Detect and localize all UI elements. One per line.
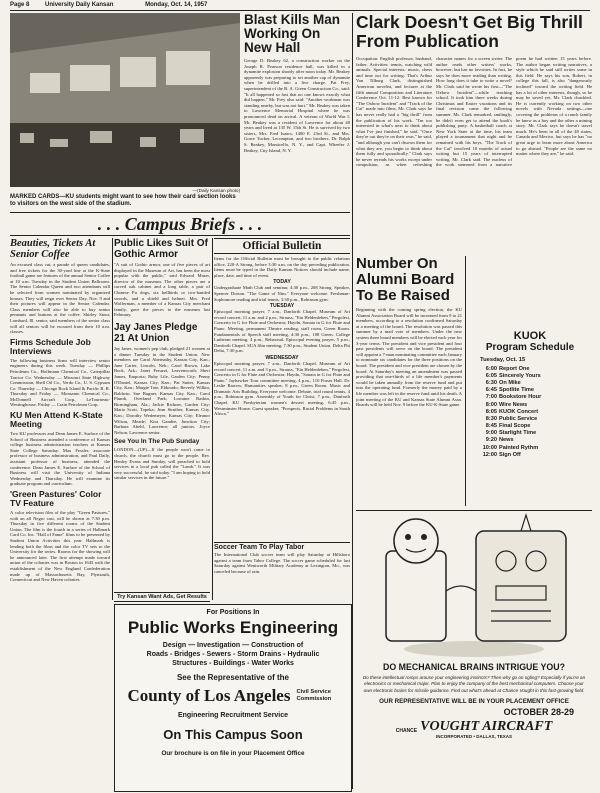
kuok-program-show: Public Service: [499, 415, 538, 422]
soccer-headline: Soccer Team To Play Tabor: [214, 544, 305, 551]
pastures-headline: 'Green Pastures' Color TV Feature: [10, 489, 102, 508]
clark-headline: Clark Doesn't Get Big Thrill From Publication: [356, 12, 583, 51]
kuok-program-row: [468, 444, 592, 451]
alumni-body: Beginning with the coming spring election, the KU Alumni Association Board will be increased from 9 to 21 members, according to a resolution confirmed Saturday at a meeting of the board. The resolution was passed this summer by a mail vote of members. Under the new system three board members will be elected each year for 3-year terms. The president and vice president and four past presidents will serve on the board. The president will appoint a 7-man nominating committee each January to nominate six candidates for the three positions on the board. The president and vice president are chosen by the board. At Saturday's meeting an amendment was passed providing that one-thirds of a life member's payments would be taken annually from the reserve fund and put into the operating fund. Formerly the money paid by a life member was left in the reserve fund until his death. A joint meeting of the KU and Kansas State Alumni Assn. Boards will be held Nov. 9 before the KU-K-State game.: [356, 307, 462, 408]
column-rule: [352, 13, 353, 789]
vought-dates: OCTOBER 28-29: [503, 706, 574, 717]
vought-logo: [356, 719, 592, 734]
kuok-program-show: Starlight Time: [499, 430, 537, 437]
vought-ad: [356, 662, 592, 790]
kuok-program-row: [468, 423, 592, 430]
kumen-body: Two KU professors and Dean James E. Surface of the School of Business attended a conference of Kansas college business administration teachers at Kansas State College Saturday. Max Fessler, associate professor of business administration, and Paul Daily, assistant professor of business, attended the conference. Dean James E. Surface of the School of Business will visit the University of Indiana Wednesday and Thursday. He will examine its graduate program and curriculum.: [10, 431, 110, 487]
kuok-program-row: [468, 365, 592, 372]
kuok-program-time: 9:00: [485, 430, 497, 437]
la-ad-dept: Engineering Recruitment Service: [177, 712, 289, 719]
kuok-subtitle: Program Schedule: [485, 342, 575, 353]
briefs-middle-column: [114, 238, 210, 590]
jay-headline: Jay Janes Pledge 21 At Union: [114, 321, 198, 344]
bulletin-today-label: TODAY: [273, 279, 291, 286]
la-ad-rep: See the Representative of the: [176, 673, 290, 682]
firms-headline: Firms Schedule Job Interviews: [10, 336, 91, 356]
clark-story: [356, 13, 592, 51]
alumni-story: [356, 256, 462, 504]
campus-briefs-title: . . . Campus Briefs . . .: [97, 214, 263, 234]
kuok-program-show: Wire News: [499, 401, 528, 408]
kuok-program-time: 9:20: [485, 437, 497, 444]
gothic-body: "A suit of Gothic armor, one of five pieces of art displayed in the Museum of Art, has been the most popular with the public," said Edward Maser, director of the museum. The other pieces are a carved oak cabinet and a long table, a pair of Chinese Fu dogs, six hellbirds or two-handed swords, and a shield and helmet. Mrs. Fred Wolferman, a member of a Kansas City merchant family, gave the pieces to the museum last February.: [114, 262, 210, 318]
kuok-program-show: Bookstore Hour: [499, 394, 542, 401]
la-ad-top: For Positions In: [206, 609, 260, 616]
kuok-program-row: [468, 430, 592, 437]
mechanical-brain-cartoon: [356, 511, 592, 661]
kuok-program-show: News: [499, 437, 514, 444]
la-ad-civil: Civil Service Commission: [296, 689, 332, 702]
bulletin-tuesday-label: TUESDAY: [269, 303, 295, 310]
bulletin-wednesday-label: WEDNESDAY: [265, 354, 299, 361]
photo-caption: MARKED CARDS—KU students might want to see how their card section looks to visitors on the west side of the stadium.: [10, 194, 236, 207]
vought-body: Do these intellectual romps arouse your engineering instincts? Then why go on ogling? Especially if you're an electronics or mechanical major. Plan to enjoy the company of the best mechanical computers. Choose your own electronic brains for missile guidance. Find out what's ahead at Chance Vought in this fast-growing field.: [362, 675, 586, 693]
kuok-program-time: 6:05: [485, 372, 497, 379]
kuok-program-time: 12:00: [482, 451, 497, 458]
vought-brand-sub: INCORPORATED • DALLAS, TEXAS: [436, 733, 512, 739]
la-ad-title: Public Works Engineering: [127, 618, 339, 637]
firms-body: The following business firms will interview senior engineers during this week. Tuesday — Phillips Petroleum Co., Hoffmann Chemical Co., Caterpillar Tractor Co. Wednesday — Missouri State Highway Commission, Shell Oil Co., Verdo Co., U. S. Gypsum Co. Thursday — Chicago Rock Island & Pacific R. R. Thursday and Friday — Monsanto Chemical Co., McDonnell Aircraft Corp., LeTourneau-Westinghouse. Friday — Crain Petroleum Corp.: [10, 357, 110, 408]
la-ad-campus: On This Campus Soon: [163, 727, 303, 742]
gothic-headline: Public Likes Suit Of Gothic Armor: [114, 238, 208, 260]
kuok-program-row: [468, 379, 592, 386]
photo-credit: —(Daily Kansan photo): [192, 188, 240, 193]
kuok-program-time: 7:00: [485, 394, 497, 401]
vought-rep: OUR REPRESENTATIVE WILL BE IN YOUR PLACEMENT OFFICE: [379, 697, 569, 705]
kuok-program-time: 8:05: [485, 408, 497, 415]
kuok-program-show: Spotlite Time: [499, 387, 535, 394]
kuok-program-row: [468, 408, 592, 415]
pastures-body: A color television film of the play "Green Pastures," with an all Negro cast, will be shown at 7:30 p.m. Thursday in five different rooms of the Student Union. The film is the fourth in a series of Hallmark Card Co. Inc. "Hall of Fame" films to be presented by Student Union Activities this year. Hallmark is lending both the films and the color TV sets to the University for the series. Rooms for the showing will be announced later. The first attempt made toward union of the colonies was in Boston in 1643 with the establishment of the New England Confederation made up of Massachusetts Bay, Plymouth, Connecticut and New Haven colonies.: [10, 510, 110, 583]
column-rule: [212, 238, 213, 600]
kuok-program-row: [468, 415, 592, 422]
cartoon-illustration: [356, 510, 592, 661]
kuok-program-row: [468, 387, 592, 394]
column-rule: [112, 238, 113, 600]
pub-body: LONDON—(UP)—If the people won't come to church, the church must go to the people. Rev. Henley Evans and Sunday, will preached to hold services in a local pub called the "Lamb." It was very successful, he said today. "I am hoping to hold similar services in the future.": [114, 447, 210, 481]
la-ad-county-row: [115, 686, 351, 706]
vought-brand-top: CHANCE: [395, 727, 418, 734]
bulletin-wednesday: Episcopal morning prayer, 7 a.m., Danforth Chapel. Museum of Art record concert, 11 a.m. and 3 p.m., Strauss, "Ein Heldenleben," Pergolesi, Concerto in G for Flute and Orchestra; Haydn, "Sonata in G for Flute and Piano." Jayhawker Tour committee meeting, 4 p.m., 110 Fraser Hall. Dr. Leslie Barrow, Humanities speaker, 8 p.m., Green Room. Music and Dramatic Arts Building. Everyone welcome. Debate, trial round tennis, 4 p.m., Robinson gym. Assembly of Youth for Christ, 7 p.m., Danforth Chapel. KU Presbyterian women's dessert meeting, 6:45 p.m., Westminster House. Guest speaker, "Prospects, Racial Problems in South Africa.": [214, 360, 350, 417]
masthead: [10, 2, 350, 10]
kumen-headline: KU Men Attend K-State Meeting: [10, 410, 103, 430]
la-ad-lines: [115, 641, 351, 668]
beauties-headline: Beauties, Tickets At Senior Coffee: [10, 238, 96, 260]
official-bulletin: [214, 238, 350, 538]
los-angeles-county-ad: [114, 604, 352, 792]
campus-briefs-banner: [10, 212, 350, 236]
kuok-program-time: 8:30: [485, 415, 497, 422]
stadium-card-section-image: [10, 13, 240, 187]
kuok-program-show: Sincerely Yours: [499, 372, 541, 379]
stadium-photo: [10, 13, 240, 187]
la-ad-county: County of Los Angeles: [127, 686, 291, 705]
kuok-program-show: Final Scope: [499, 423, 531, 430]
kuok-program-table: [468, 365, 592, 458]
bulletin-tuesday: Episcopal morning prayer, 7 a.m., Danforth Chapel. Museum of Art record concert, 11 a.m. and 2 p.m., Strauss, "Ein Heldenleben," Pergolesi, Concerto in G for Flute and Orchestra; Haydn, Sonata in G for Flute and Piano. Meeting, permanent Theatre reading, staff room, Green Room. Fundamentals of Speech staff meeting, 4:30 p.m., 108 Green. College Lutheran meeting, 4 p.m., Rehearsal. Episcopal evening prayer, 5 p.m., Danforth Chapel. SUA film meeting, 7:30 p.m., Student Union. Delta Phi Delta, 7:30 p.m.: [214, 309, 350, 354]
kuok-program-row: [468, 401, 592, 408]
bulletin-intro: Items for the Official Bulletin must be brought to the public relations office, 220-A Strong, before 3:30 a.m. on the day preceding publication. Items must be typed in the Daily Kansan Notices should include name, place, date, and time of event.: [214, 256, 350, 278]
clark-body: Occupation: English professor, husband, father. Activities: tennis, watching wild animals. Special interests: music, chess and time out for writing. That's Arthur Van Tilburg Clark, distinguished American novelist, and lecturer at the fifth annual Composition and Literature Conference Oct. 11-12. Best known for "The Oxbow Incident" and "Track of the Cat" made into films, Mr. Clark says he has never really had a "big thrill" from the publication of his work. "I'm too interested in what's next to think about what I've just finished," he said. "Once they're out they're on their own," he said, "and although you can't disown them for what they are, you begin to think about them fully and sporadically." Clark says he never rereads his works except under compulsion, as when refreshing character names for a screen writer. The author reads other writers' works, however, but has no favorites. In fact, he says he does more reading than writing. How long does it take to write a novel? Mr. Clark said he wrote his first—"The Oxbow Incident"—while teaching school. It took him three weeks during Christmas and Easter vacations and its final revision came the following summer. Mr. Clark remarked, smilingly, he didn't even get to attend the book's publishing party. A basketball coach at New York State at the time, his team played a tournament that night and he remained with his boys. "The Track of the Cat" involved 18 months of actual writing but 15 years of interrupted writing, Mr. Clark said. The nucleus of the work stemmed from a narrative poem he had written 15 years before. The author began writing narratives, a style which he said still writes some in this field. He says his son, Robert, in college this fall, is also "dangerously inclined" toward the writing field. He has a lot of other interests, though, so he may be saved yet, Mr. Clark chuckled. He is currently working on two other novels with Nevada settings—one covering the problems of a ranch family he knew as a boy and the other a mining story. Mr. Clark says he doesn't travel much. He's been in all of the 48 states, Canada and Mexico, but says he has "no great urge to learn more about America to go abroad. "People are the same no matter where they are," he said.: [356, 56, 592, 168]
la-ad-brochure: Our brochure is on file in your Placement Office: [161, 750, 305, 757]
kuok-program-row: [468, 437, 592, 444]
vought-headline: DO MECHANICAL BRAINS INTRIGUE YOU?: [383, 662, 565, 672]
kuok-schedule: [468, 330, 592, 506]
kuok-program-row: [468, 372, 592, 379]
blast-body: George D. Beakey 62, a construction worker on the Joseph R. Pearson residence hall, was killed in a dynamite explosion shortly after noon today. Mr. Beakey apparently was preparing to set another cap of dynamite when he drilled into a live charge. Pat Frey, superintendent of the B. A. Green Construction Co., said: "It all happened so fast that no one knows exactly what did happen." Mr. Frey also said: "Another workman was standing nearby, but was not hurt." Mr. Beakey was taken to Lawrence Memorial Hospital where he was pronounced dead on arrival. A veteran of World War I, Mr. Beakey was a resident of Lawrence for about 40 years and lived at 135 W. 15th St. He is survived by two sisters, Mrs. Fred Isaacs, 1400 E. 23rd St., and Mrs. Grace Tucker, Lecompton, and two brothers, Dr. Ralph S. Beakey, Monticello, N. Y., and Capt. Wheeler J. Beakey, City Island, N. Y.: [244, 58, 350, 153]
la-ad-line: Roads - Bridges - Sewers - Storm Drains - Hydraulic: [146, 651, 320, 658]
kuok-program-show: On Mike: [499, 379, 521, 386]
pub-headline: See You In The Pub Sunday: [114, 438, 200, 446]
la-ad-line: Design — Investigation — Construction of: [162, 642, 304, 649]
kuok-program-show: Painted Rythm: [499, 444, 539, 451]
blast-headline: Blast Kills Man Working On New Hall: [244, 13, 341, 55]
kuok-program-time: 8:45: [485, 423, 497, 430]
briefs-left-column: [10, 238, 110, 790]
kuok-program-show: KUOK Concert: [499, 408, 539, 415]
la-ad-line: Structures - Buildings - Water Works: [172, 660, 294, 667]
jay-body: Jay Janes, women's pep club, pledged 21 women at a dinner Tuesday in the Student Union. New members are Carol Abernathy, Kansas City, Kan.; June Carter, Lincoln, Neb.; Carol Brown, Lake Bock, Ark.; Janet Feruzzi, Leavenworth; Sheri James, Emporia; Ruby Lile, Garden City; Penny O'Daniel, Kansas City, Kan.; Pat Sutter, Kansas City, Kan.; Margie Tate, Eldorado; Beverly Wilkin, Baldwin. Sue Bugner, Kansas City, Kan.; Carol Plumb, Overland Park; Lorraine Raskin, Birmingham, Ala.; Jackie Rickner, Garden City; Maria Scott, Topeka; Jean Struther, Kansas City, Kan.; Dorothy Wedemeyer, Kansas City; Eleanor Wilson, Meade; Kira Gandee, Junction City; Barbara Abeld, Lawrence; all juniors. Joyce Nelson, Lawrence senior.: [114, 345, 210, 435]
kuok-title: KUOK: [513, 330, 547, 342]
soccer-story: [214, 542, 350, 599]
bulletin-title: Official Bulletin: [214, 238, 350, 254]
bulletin-today: Undergraduate Math Club and seminar, 4:30 p.m., 208 Strong. Speaker, Spencer Dotson. "The Game of Nim." Everyone welcome. Freshman-Sophomore reading and trial tennis, 3:30 p.m., Robinson gym.: [214, 285, 350, 302]
alumni-headline: Number On Alumni Board To Be Raised: [356, 256, 455, 304]
blast-story: [244, 13, 350, 210]
kuok-program-time: 6:30: [485, 379, 497, 386]
try-ads-box: Try Kansan Want Ads, Get Results: [114, 592, 210, 602]
kuok-program-show: Sign Off: [499, 451, 521, 458]
kuok-program-time: 6:00: [485, 365, 497, 372]
masthead-rule: [10, 10, 590, 11]
kuok-program-time: 10:00: [482, 444, 497, 451]
page-number: Page 8: [10, 2, 30, 8]
kuok-program-time: 8:00: [485, 401, 497, 408]
paper-name: University Daily Kansan: [45, 2, 114, 8]
kuok-program-row: [468, 451, 592, 458]
beauties-body: An excused class cut, a parade of queen candidates, and free tickets for the 30-yard line at the K-State football game are features of the annual Senior Coffee at 10 a.m. Tuesday in the Student Union Ballroom. The Senior Calendar Queen and two attendants will be selected from women nominated by organized houses. They will reign over Senior Day, Nov. 9 and their pictures will appear in the Senior Calendar. Class members will also be able to buy senior pennants and buttons at the coffee. Shirley Stout, Lombard, Ill. senior, said members of the senior class will all seniors will be excused from their 10 a.m. classes.: [10, 262, 110, 335]
issue-date: Monday, Oct. 14, 1957: [145, 2, 208, 8]
kuok-program-row: [468, 394, 592, 401]
vought-brand: VOUGHT AIRCRAFT: [420, 718, 553, 734]
column-rule: [465, 256, 466, 506]
kuok-date: Tuesday, Oct. 15: [480, 357, 526, 363]
kuok-program-time: 6:45: [485, 387, 497, 394]
kuok-program-show: Report One: [499, 365, 530, 372]
soccer-body: The International Club soccer team will play Saturday at Hillsboro against a team from Tabor College. The soccer game scheduled for last Saturday against Wentworth Military Academy at Lexington, Mo., was canceled because of rain.: [214, 552, 350, 574]
